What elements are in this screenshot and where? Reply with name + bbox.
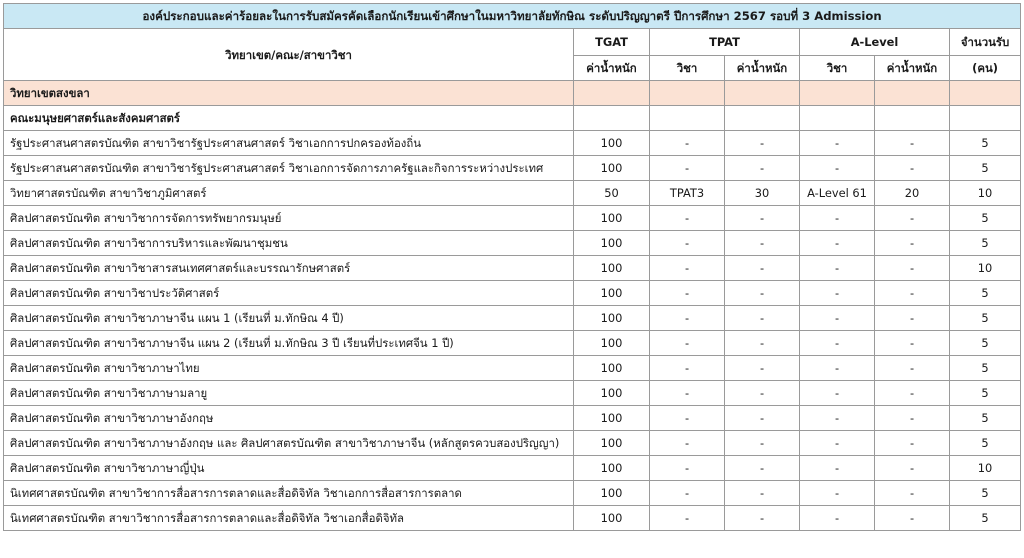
table-row xyxy=(4,181,1021,206)
table-row xyxy=(4,356,1021,381)
header-tpat-subject: วิชา xyxy=(650,56,725,81)
alevel-weight: - xyxy=(875,406,950,431)
header-seats: จำนวนรับ xyxy=(950,29,1021,56)
alevel-subject: - xyxy=(800,356,875,381)
program-name: ศิลปศาสตรบัณฑิต สาขาวิชาประวัติศาสตร์ xyxy=(4,281,574,306)
alevel-subject: - xyxy=(800,206,875,231)
program-name: ศิลปศาสตรบัณฑิต สาขาวิชาการบริหารและพัฒนาชุมชน xyxy=(4,231,574,256)
table-row xyxy=(4,331,1021,356)
alevel-weight: - xyxy=(875,306,950,331)
tgat-weight: 100 xyxy=(574,281,650,306)
header-program: วิทยาเขต/คณะ/สาขาวิชา xyxy=(4,29,574,81)
seats-count: 5 xyxy=(950,131,1021,156)
header-tpat-weight: ค่าน้ำหนัก xyxy=(725,56,800,81)
tpat-weight: - xyxy=(725,356,800,381)
campus-name: วิทยาเขตสงขลา xyxy=(4,81,574,106)
seats-count: 5 xyxy=(950,306,1021,331)
tpat-weight: - xyxy=(725,381,800,406)
tpat-subject: - xyxy=(650,406,725,431)
alevel-subject: - xyxy=(800,456,875,481)
program-name: ศิลปศาสตรบัณฑิต สาขาวิชาภาษาไทย xyxy=(4,356,574,381)
table-row xyxy=(4,256,1021,281)
tpat-subject: - xyxy=(650,281,725,306)
tpat-subject: - xyxy=(650,356,725,381)
alevel-weight: - xyxy=(875,156,950,181)
faculty-cell xyxy=(875,106,950,131)
faculty-cell xyxy=(650,106,725,131)
campus-row xyxy=(4,81,1021,106)
tpat-subject: - xyxy=(650,506,725,531)
tpat-subject: - xyxy=(650,481,725,506)
tpat-weight: - xyxy=(725,431,800,456)
header-alevel: A-Level xyxy=(800,29,950,56)
alevel-weight: - xyxy=(875,281,950,306)
tgat-weight: 100 xyxy=(574,306,650,331)
tgat-weight: 100 xyxy=(574,206,650,231)
alevel-subject: - xyxy=(800,256,875,281)
seats-count: 5 xyxy=(950,281,1021,306)
program-name: ศิลปศาสตรบัณฑิต สาขาวิชาภาษาอังกฤษ และ ศิลปศาสตรบัณฑิต สาขาวิชาภาษาจีน (หลักสูตรควบสองปริญญา) xyxy=(4,431,574,456)
tpat-subject: - xyxy=(650,431,725,456)
table-row xyxy=(4,456,1021,481)
alevel-subject: - xyxy=(800,506,875,531)
program-name: วิทยาศาสตรบัณฑิต สาขาวิชาภูมิศาสตร์ xyxy=(4,181,574,206)
seats-count: 5 xyxy=(950,206,1021,231)
header-alevel-weight: ค่าน้ำหนัก xyxy=(875,56,950,81)
table-row xyxy=(4,431,1021,456)
alevel-subject: - xyxy=(800,131,875,156)
alevel-weight: - xyxy=(875,231,950,256)
tpat-weight: - xyxy=(725,506,800,531)
alevel-subject: - xyxy=(800,481,875,506)
alevel-subject: - xyxy=(800,331,875,356)
tgat-weight: 100 xyxy=(574,356,650,381)
tpat-subject: - xyxy=(650,381,725,406)
faculty-name: คณะมนุษยศาสตร์และสังคมศาสตร์ xyxy=(4,106,574,131)
tgat-weight: 100 xyxy=(574,256,650,281)
alevel-subject: - xyxy=(800,431,875,456)
table-row xyxy=(4,306,1021,331)
table-title: องค์ประกอบและค่าร้อยละในการรับสมัครคัดเลือกนักเรียนเข้าศึกษาในมหาวิทยาลัยทักษิณ ระดับปริญญาตรี ปีการศึกษา 2567 รอบที่ 3 Admission xyxy=(4,4,1021,29)
seats-count: 10 xyxy=(950,456,1021,481)
tpat-weight: - xyxy=(725,256,800,281)
alevel-subject: - xyxy=(800,281,875,306)
tpat-weight: - xyxy=(725,456,800,481)
program-name: นิเทศศาสตรบัณฑิต สาขาวิชาการสื่อสารการตลาดและสื่อดิจิทัล วิชาเอกการสื่อสารการตลาด xyxy=(4,481,574,506)
tgat-weight: 100 xyxy=(574,131,650,156)
tpat-weight: - xyxy=(725,331,800,356)
tpat-weight: - xyxy=(725,481,800,506)
program-name: รัฐประศาสนศาสตรบัณฑิต สาขาวิชารัฐประศาสนศาสตร์ วิชาเอกการปกครองท้องถิ่น xyxy=(4,131,574,156)
seats-count: 5 xyxy=(950,381,1021,406)
tpat-weight: - xyxy=(725,131,800,156)
faculty-cell xyxy=(800,106,875,131)
tpat-subject: - xyxy=(650,206,725,231)
tgat-weight: 100 xyxy=(574,231,650,256)
faculty-cell xyxy=(725,106,800,131)
table-row xyxy=(4,156,1021,181)
tgat-weight: 50 xyxy=(574,181,650,206)
alevel-subject: - xyxy=(800,231,875,256)
alevel-subject: - xyxy=(800,306,875,331)
program-name: ศิลปศาสตรบัณฑิต สาขาวิชาภาษาญี่ปุ่น xyxy=(4,456,574,481)
tgat-weight: 100 xyxy=(574,331,650,356)
program-name: ศิลปศาสตรบัณฑิต สาขาวิชาภาษามลายู xyxy=(4,381,574,406)
program-name: ศิลปศาสตรบัณฑิต สาขาวิชาสารสนเทศศาสตร์และบรรณารักษศาสตร์ xyxy=(4,256,574,281)
program-name: ศิลปศาสตรบัณฑิต สาขาวิชาการจัดการทรัพยากรมนุษย์ xyxy=(4,206,574,231)
alevel-weight: - xyxy=(875,206,950,231)
header-tpat: TPAT xyxy=(650,29,800,56)
campus-cell xyxy=(875,81,950,106)
campus-cell xyxy=(574,81,650,106)
alevel-weight: - xyxy=(875,131,950,156)
tgat-weight: 100 xyxy=(574,381,650,406)
tpat-weight: - xyxy=(725,306,800,331)
campus-cell xyxy=(800,81,875,106)
tpat-weight: - xyxy=(725,206,800,231)
table-row xyxy=(4,206,1021,231)
tgat-weight: 100 xyxy=(574,506,650,531)
tgat-weight: 100 xyxy=(574,406,650,431)
table-row xyxy=(4,231,1021,256)
program-name: รัฐประศาสนศาสตรบัณฑิต สาขาวิชารัฐประศาสนศาสตร์ วิชาเอกการจัดการภาครัฐและกิจการระหว่างประเทศ xyxy=(4,156,574,181)
table-row xyxy=(4,131,1021,156)
tpat-weight: 30 xyxy=(725,181,800,206)
campus-cell xyxy=(950,81,1021,106)
tpat-weight: - xyxy=(725,281,800,306)
alevel-weight: - xyxy=(875,331,950,356)
alevel-weight: - xyxy=(875,481,950,506)
tgat-weight: 100 xyxy=(574,431,650,456)
program-name: ศิลปศาสตรบัณฑิต สาขาวิชาภาษาอังกฤษ xyxy=(4,406,574,431)
campus-cell xyxy=(650,81,725,106)
admission-table-container xyxy=(3,3,1020,531)
faculty-cell xyxy=(950,106,1021,131)
faculty-row xyxy=(4,106,1021,131)
tpat-weight: - xyxy=(725,156,800,181)
tgat-weight: 100 xyxy=(574,456,650,481)
header-tgat: TGAT xyxy=(574,29,650,56)
program-name: นิเทศศาสตรบัณฑิต สาขาวิชาการสื่อสารการตลาดและสื่อดิจิทัล วิชาเอกสื่อดิจิทัล xyxy=(4,506,574,531)
alevel-weight: - xyxy=(875,381,950,406)
seats-count: 5 xyxy=(950,231,1021,256)
table-row xyxy=(4,506,1021,531)
seats-count: 5 xyxy=(950,431,1021,456)
table-row xyxy=(4,281,1021,306)
header-tgat-weight: ค่าน้ำหนัก xyxy=(574,56,650,81)
seats-count: 10 xyxy=(950,181,1021,206)
seats-count: 5 xyxy=(950,356,1021,381)
tpat-subject: - xyxy=(650,231,725,256)
program-name: ศิลปศาสตรบัณฑิต สาขาวิชาภาษาจีน แผน 1 (เรียนที่ ม.ทักษิณ 4 ปี) xyxy=(4,306,574,331)
tpat-weight: - xyxy=(725,231,800,256)
alevel-subject: - xyxy=(800,381,875,406)
tpat-subject: - xyxy=(650,456,725,481)
seats-count: 5 xyxy=(950,506,1021,531)
tpat-subject: - xyxy=(650,331,725,356)
tpat-subject: - xyxy=(650,306,725,331)
tpat-subject: - xyxy=(650,131,725,156)
campus-cell xyxy=(725,81,800,106)
alevel-weight: - xyxy=(875,431,950,456)
tpat-subject: - xyxy=(650,256,725,281)
faculty-cell xyxy=(574,106,650,131)
header-seats-unit: (คน) xyxy=(950,56,1021,81)
table-row xyxy=(4,406,1021,431)
table-row xyxy=(4,381,1021,406)
alevel-subject: - xyxy=(800,156,875,181)
program-name: ศิลปศาสตรบัณฑิต สาขาวิชาภาษาจีน แผน 2 (เรียนที่ ม.ทักษิณ 3 ปี เรียนที่ประเทศจีน 1 ปี) xyxy=(4,331,574,356)
alevel-weight: - xyxy=(875,356,950,381)
seats-count: 5 xyxy=(950,481,1021,506)
tgat-weight: 100 xyxy=(574,156,650,181)
alevel-weight: - xyxy=(875,456,950,481)
seats-count: 5 xyxy=(950,156,1021,181)
tgat-weight: 100 xyxy=(574,481,650,506)
alevel-weight: - xyxy=(875,256,950,281)
admission-table xyxy=(3,3,1021,531)
seats-count: 5 xyxy=(950,406,1021,431)
tpat-subject: TPAT3 xyxy=(650,181,725,206)
alevel-subject: - xyxy=(800,406,875,431)
seats-count: 10 xyxy=(950,256,1021,281)
tpat-weight: - xyxy=(725,406,800,431)
alevel-weight: - xyxy=(875,506,950,531)
table-row xyxy=(4,481,1021,506)
header-alevel-subject: วิชา xyxy=(800,56,875,81)
tpat-subject: - xyxy=(650,156,725,181)
seats-count: 5 xyxy=(950,331,1021,356)
alevel-weight: 20 xyxy=(875,181,950,206)
alevel-subject: A-Level 61 xyxy=(800,181,875,206)
